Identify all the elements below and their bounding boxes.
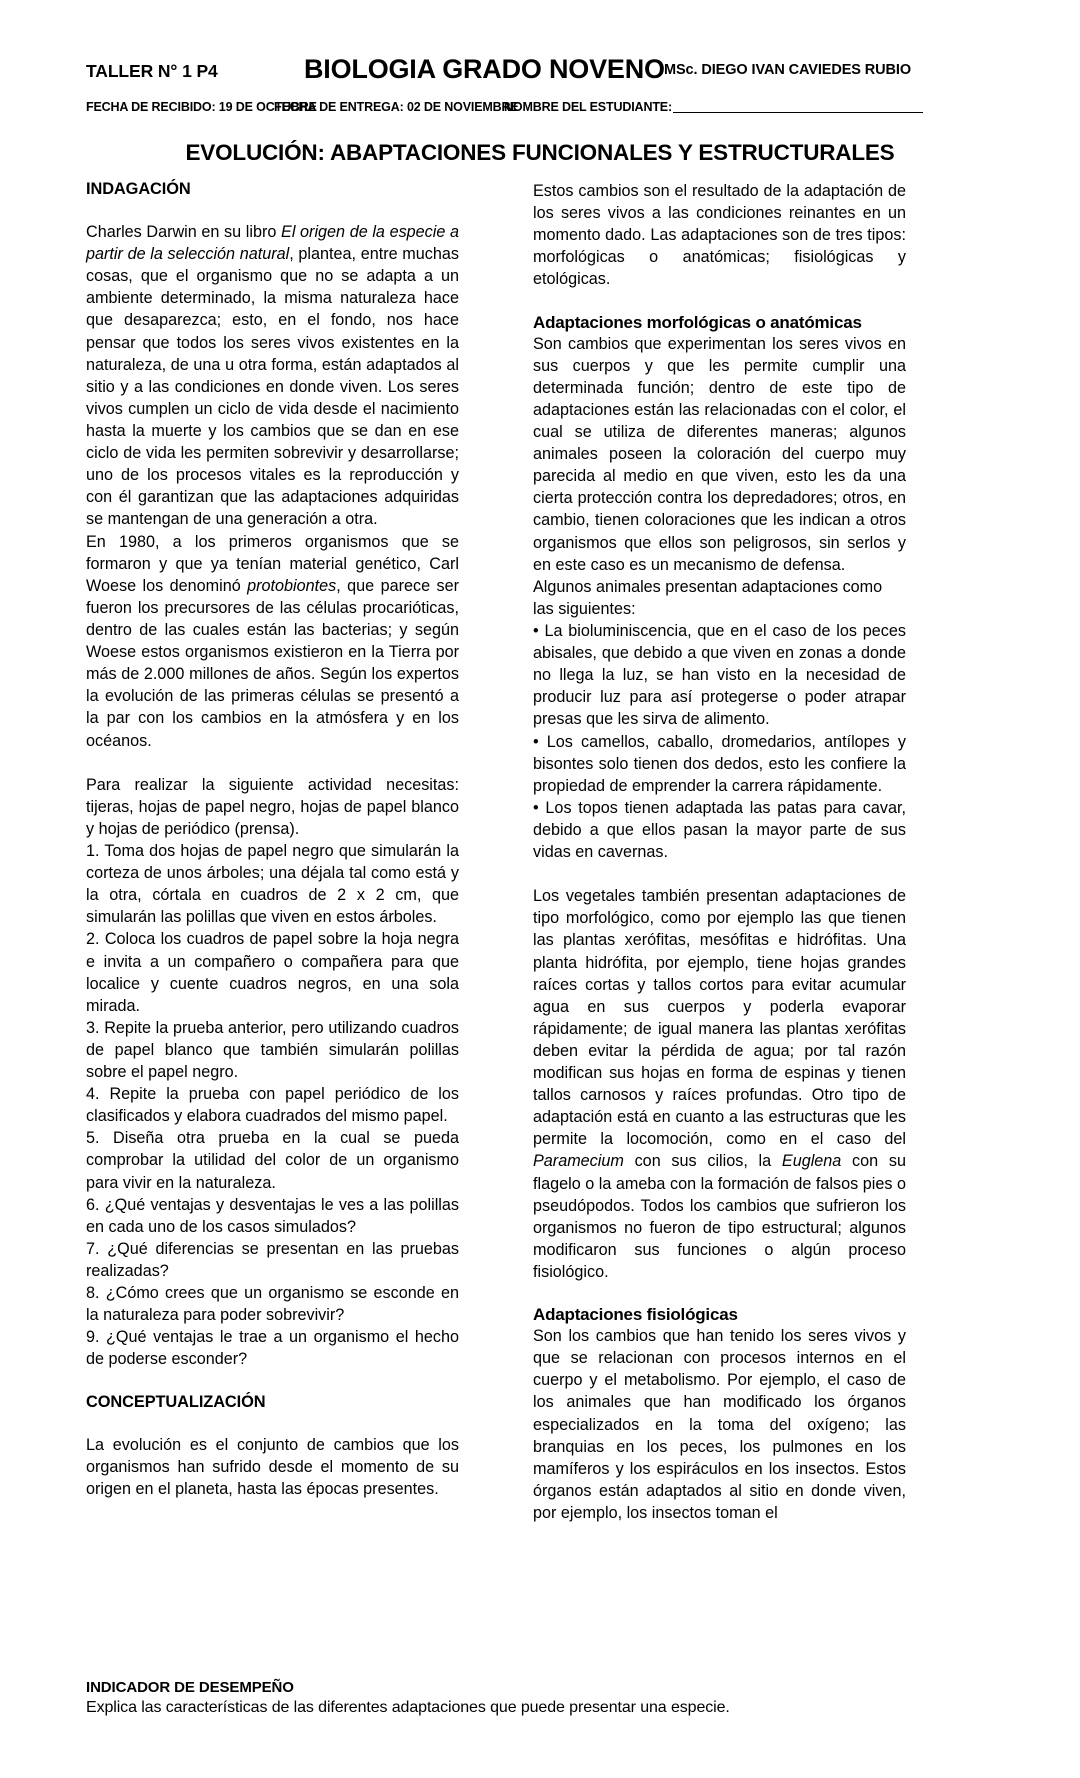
list-item: 7. ¿Qué diferencias se presentan en las pruebas realizadas? xyxy=(86,1239,459,1281)
right-column xyxy=(533,180,906,1524)
vegetales-text-c: con su flagelo o la ameba con la formación de falsos pies o pseudópodos. Todos los cambios que sufrieron los organismos no fueron de tipo estructural; algunos modificaron sus funciones o algún proceso fisiológico. xyxy=(533,1152,906,1282)
organism-euglena: Euglena xyxy=(781,1152,842,1171)
paragraph-woese xyxy=(86,531,459,752)
organism-paramecium: Paramecium xyxy=(533,1152,624,1171)
paragraph-morfologicas-detalle: Son cambios que experimentan los seres vivos en sus cuerpos y que les permite cumplir una determinada función; dentro de este tipo de adaptaciones están las relacionadas con el color, el cual se utiliza de diferentes maneras; algunos animales poseen la coloración del cuerpo muy parecida al medio en que viven, esto les da una cierta protección contra los depredadores; otros, en cambio, tienen coloraciones que les indican a otros organismos que ellos son peligrosos, sin serlos y en este caso es un mecanismo de defensa. xyxy=(533,334,906,574)
vegetales-text-a: Los vegetales también presentan adaptaciones de tipo morfológico, como por ejemplo las que tienen las plantas xerófitas, mesófitas e hidrófitas. Una planta hidrófita, por ejemplo, tiene hojas grandes raíces cortas y tallos cortos para evitar acumular agua en sus cuerpos y poderla evaporar rápidamente; de igual manera las plantas xerófitas deben evitar la pérdida de agua; por tal razón modifican sus hojas en forma de espinas y tienen tallos carnosos y raíces profundas. Otro tipo de adaptación está en cuanto a las estructuras que les permite la locomoción, como en el caso del xyxy=(533,887,906,1149)
heading-indagacion: INDAGACIÓN xyxy=(86,180,191,198)
paragraph-materiales: Para realizar la siguiente actividad necesitas: tijeras, hojas de papel negro, hojas de papel blanco y hojas de periódico (prensa). xyxy=(86,775,459,838)
term-protobiontes: protobiontes xyxy=(247,576,337,595)
heading-conceptualizacion: CONCEPTUALIZACIÓN xyxy=(86,1392,266,1411)
list-item: • Los topos tienen adaptada las patas para cavar, debido a que ellos pasan la mayor parte de sus vidas en cavernas. xyxy=(533,798,906,862)
paragraph-tipos-adaptacion: Estos cambios son el resultado de la adaptación de los seres vivos a las condiciones reinantes en un momento dado. Las adaptaciones son de tres tipos: morfológicas o anatómicas; fisiológicas y etológicas. xyxy=(533,182,906,289)
left-column xyxy=(86,180,459,1500)
darwin-text-b: , plantea, entre muchas cosas, que el organismo que no se adapta a un ambiente determinado, la misma naturaleza hace que desaparezca; esto, en el fondo, nos hace pensar que todos los seres vivos existentes en la naturaleza, de una u otra forma, están adaptados al sitio y a las condiciones en donde viven. Los seres vivos cumplen un ciclo de vida desde el nacimiento hasta la muerte y los cambios que se dan en ese ciclo de vida les permiten sobrevivir y desarrollarse; uno de los procesos vitales es la reproducción y con él garantizan que las adaptaciones adquiridas se mantengan de una generación a otra. xyxy=(86,245,459,529)
list-item: 5. Diseña otra prueba en la cual se pueda comprobar la utilidad del color de un organismo para vivir en la naturaleza. xyxy=(86,1129,459,1192)
list-item: • La bioluminiscencia, que en el caso de los peces abisales, que debido a que viven en zonas a donde no llega la luz, se han visto en la necesidad de producir luz para así protegerse o poder atrapar presas que les sirva de alimento. xyxy=(533,621,906,729)
paragraph-evolucion-definicion: La evolución es el conjunto de cambios que los organismos han sufrido desde el momento de su origen en el planeta, hasta las épocas presentes. xyxy=(86,1435,459,1498)
taller-label: TALLER N° 1 P4 xyxy=(86,61,218,81)
vegetales-text-b: con sus cilios, la xyxy=(623,1152,782,1171)
subject-title: BIOLOGIA GRADO NOVENO xyxy=(304,54,665,84)
fecha-entrega: FECHA DE ENTREGA: 02 DE NOVIEMBRE xyxy=(274,100,519,114)
paragraph-darwin xyxy=(86,221,459,531)
header-row-secondary xyxy=(86,100,994,122)
book-title-origen: El origen de la especie a partir de la selección natural xyxy=(86,223,459,264)
document-footer xyxy=(86,1679,994,1717)
woese-text-b: , que parece ser fueron los precursores de las células procarióticas, dentro de las cuales están las bacterias; y según Woese estos organismos existieron en la Tierra por más de 2.000 millones de años. Según los expertos la evolución de las primeras células se presentó a la par con los cambios en la atmósfera y en los océanos. xyxy=(86,576,459,750)
paragraph-vegetales xyxy=(533,885,906,1283)
list-item: 4. Repite la prueba con papel periódico de los clasificados y elabora cuadrados del mismo papel. xyxy=(86,1085,459,1126)
list-item: 2. Coloca los cuadros de papel sobre la hoja negra e invita a un compañero o compañera para que localice y cuente cuadros negros, en una sola mirada. xyxy=(86,930,459,1015)
content-columns xyxy=(86,180,994,1610)
heading-adaptaciones-fisiologicas: Adaptaciones fisiológicas xyxy=(533,1305,738,1325)
list-item: 8. ¿Cómo crees que un organismo se esconde en la naturaleza para poder sobrevivir? xyxy=(86,1284,459,1325)
student-name-field[interactable] xyxy=(504,100,923,114)
list-item: 1. Toma dos hojas de papel negro que simularán la corteza de unos árboles; una déjala tal como está y la otra, córtala en cuadros de 2 x 2 cm, que simularán las polillas que viven en estos árboles. xyxy=(86,841,459,927)
list-item: 6. ¿Qué ventajas y desventajas le ves a las polillas en cada uno de los casos simulados? xyxy=(86,1195,459,1236)
page-title: EVOLUCIÓN: ABAPTACIONES FUNCIONALES Y ESTRUCTURALES xyxy=(185,140,895,165)
list-item: 9. ¿Qué ventajas le trae a un organismo el hecho de poderse esconder? xyxy=(86,1328,459,1369)
indicador-desempeno-text: Explica las características de las diferentes adaptaciones que puede presentar una especie. xyxy=(86,1699,730,1716)
document-header xyxy=(86,54,994,122)
teacher-name: MSc. DIEGO IVAN CAVIEDES RUBIO xyxy=(664,62,912,78)
paragraph-fisiologicas-detalle: Son los cambios que han tenido los seres vivos y que se relacionan con procesos internos en el cuerpo y el metabolismo. Por ejemplo, el caso de los animales que han modificado los órganos especializados en la toma del oxígeno; las branquias en los peces, los pulmones en los mamíferos y los espiráculos en los insectos. Estos órganos están adaptados al sitio en donde viven, por ejemplo, los insectos toman el xyxy=(533,1327,906,1523)
list-item: 3. Repite la prueba anterior, pero utilizando cuadros de papel blanco que también simularán polillas sobre el papel negro. xyxy=(86,1018,459,1082)
darwin-text-a: Charles Darwin en su libro xyxy=(86,223,282,241)
heading-adaptaciones-morfologicas: Adaptaciones morfológicas o anatómicas xyxy=(533,312,862,332)
paragraph-animales-intro: Algunos animales presentan adaptaciones como las siguientes: xyxy=(533,577,883,618)
woese-text-a: En 1980, a los primeros organismos que se formaron y que ya tenían material genético, Carl Woese los denominó xyxy=(86,532,459,595)
header-row-primary xyxy=(86,54,994,88)
fecha-recibido: FECHA DE RECIBIDO: 19 DE OCTUBRE xyxy=(86,100,317,114)
heading-indicador-desempeno: INDICADOR DE DESEMPEÑO xyxy=(86,1679,294,1696)
list-item: • Los camellos, caballo, dromedarios, antílopes y bisontes solo tienen dos dedos, esto les confiere la propiedad de emprender la carrera rápidamente. xyxy=(533,732,906,795)
student-name-label: NOMBRE DEL ESTUDIANTE: xyxy=(504,100,673,114)
student-name-blank-line[interactable] xyxy=(673,112,923,113)
